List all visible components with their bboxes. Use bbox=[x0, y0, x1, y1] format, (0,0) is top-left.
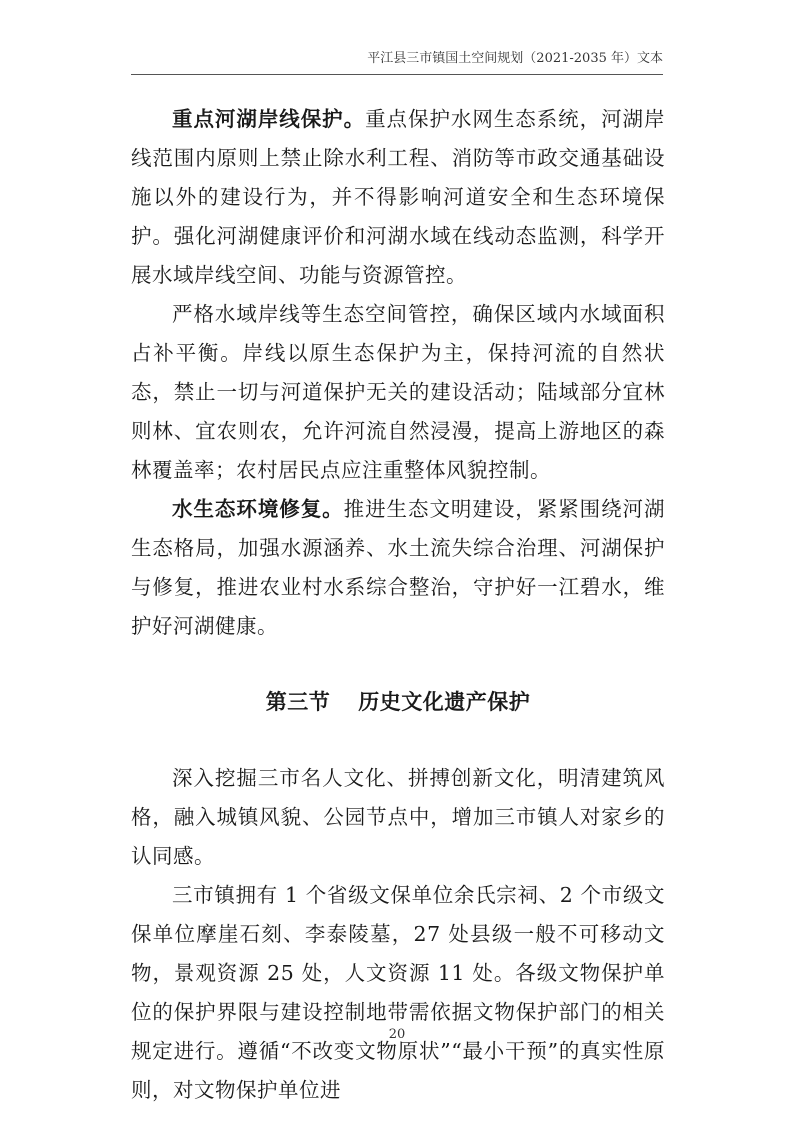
paragraph-shoreline-control bbox=[131, 295, 665, 490]
paragraph-text: 推进生态文明建设，紧紧围绕河湖生态格局，加强水源涵养、水土流失综合治理、河湖保护与修复，推进农业村水系综合整治，守护好一江碧水，维护好河湖健康。 bbox=[131, 497, 666, 638]
section-number: 第三节 bbox=[265, 690, 331, 714]
running-header bbox=[131, 48, 663, 75]
paragraph-lead: 水生态环境修复。 bbox=[172, 497, 344, 521]
header-title: 平江县三市镇国土空间规划（2021-2035 年）文本 bbox=[367, 51, 663, 66]
paragraph-water-ecology-restoration bbox=[131, 490, 665, 646]
paragraph-cultural-relics bbox=[131, 876, 665, 1110]
paragraph-cultural-heritage-intro bbox=[131, 759, 665, 876]
paragraph-lead: 重点河湖岸线保护。 bbox=[172, 107, 366, 131]
paragraph-text: 三市镇拥有 1 个省级文保单位余氏宗祠、2 个市级文保单位摩崖石刻、李泰陵墓，27 处县级一般不可移动文物，景观资源 25 处，人文资源 11 处。各级文物保护单位的保护界限与建设控制地带需依据文物保护部门的相关规定进行。遵循“不改变文物原状”“最小干预”的真实性原则，对文物保护单位进 bbox=[131, 883, 665, 1102]
paragraph-text: 严格水域岸线等生态空间管控，确保区域内水域面积占补平衡。岸线以原生态保护为主，保持河流的自然状态，禁止一切与河道保护无关的建设活动；陆域部分宜林则林、宜农则农，允许河流自然浸漫，提高上游地区的森林覆盖率；农村居民点应注重整体风貌控制。 bbox=[131, 302, 665, 482]
section-heading bbox=[131, 646, 665, 759]
page-number: 20 bbox=[388, 1027, 406, 1042]
paragraph-river-shoreline-protection bbox=[131, 100, 665, 295]
page-body bbox=[131, 100, 665, 1110]
paragraph-text: 深入挖掘三市名人文化、拼搏创新文化，明清建筑风格，融入城镇风貌、公园节点中，增加三市镇人对家乡的认同感。 bbox=[131, 766, 665, 868]
section-title: 历史文化遗产保护 bbox=[358, 690, 531, 714]
paragraph-text: 重点保护水网生态系统，河湖岸线范围内原则上禁止除水利工程、消防等市政交通基础设施以外的建设行为，并不得影响河道安全和生态环境保护。强化河湖健康评价和河湖水域在线动态监测，科学开展水域岸线空间、功能与资源管控。 bbox=[131, 107, 666, 287]
